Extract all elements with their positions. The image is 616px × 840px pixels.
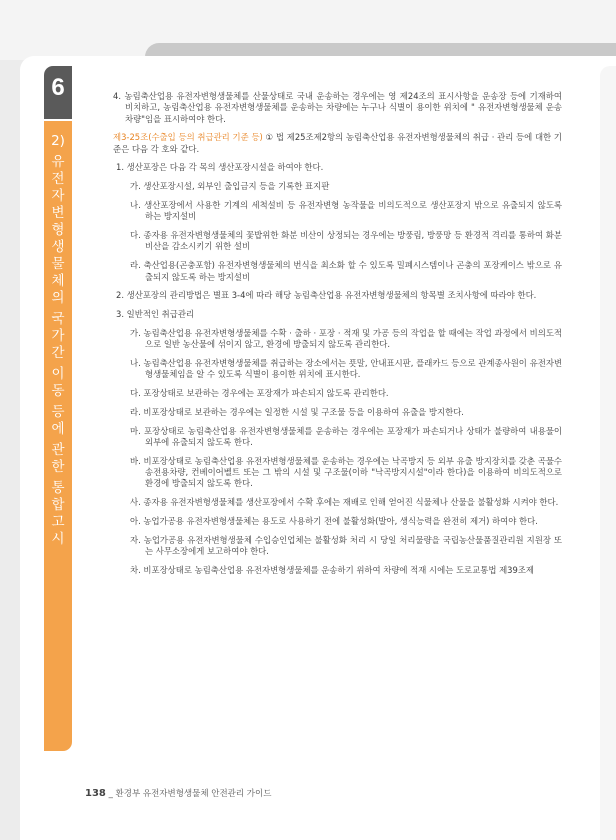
chapter-number: 6 [51, 74, 65, 101]
paragraph [113, 200, 562, 223]
chapter-title-char: 이 [51, 366, 65, 382]
paragraph [113, 181, 562, 192]
paragraph-text: 1. 생산포장은 다음 각 목의 생산포장시설을 하여야 한다. [116, 162, 324, 173]
chapter-title-char: 유 [51, 154, 65, 170]
paragraph-text: 바. 비포장상태로 농림축산업용 유전자변형생물체를 운송하는 경우에는 낙곡방지 등 외부 유출 방지장치를 갖춘 곡물수송전용차량, 컨베이어벨트 또는 그 밖의 시설 및 구조물(이하 "낙곡방지시설"이라 한다)을 이용하여 비의도적으로 환경에 방출되지 않도록 한다. [130, 455, 562, 489]
chapter-title-char: 형 [51, 222, 65, 238]
paragraph-text: 가. 농림축산업용 유전자변형생물체를 수확 · 출하 · 포장 · 적재 및 가공 등의 작업을 할 때에는 작업 과정에서 비의도적으로 일반 농산물에 섞이지 않고, 환경에 방출되지 않도록 관리한다. [130, 327, 562, 350]
paragraph-text: 다. 포장상태로 보관하는 경우에는 포장재가 파손되지 않도록 관리한다. [130, 388, 389, 399]
paragraph-text: 다. 종자용 유전자변형생물체의 꽃밥위한 화분 비산이 상정되는 경우에는 방풍림, 방풍망 등 환경적 격리를 통하여 화분 비산을 감소시키기 위한 설비 [130, 230, 562, 252]
paragraph [113, 162, 562, 173]
chapter-title-char: 관 [51, 442, 65, 458]
chapter-title-char: 국 [51, 311, 65, 327]
chapter-title-char: 한 [51, 459, 65, 475]
footer-separator: _ [108, 789, 113, 799]
paragraph [113, 132, 562, 155]
chapter-title-char: 전 [51, 171, 65, 187]
paragraph-text: 마. 포장상태로 농림축산업용 유전자변형생물체를 운송하는 경우에는 포장재가 파손되거나 상태가 불량하여 내용물이 외부에 유출되지 않도록 한다. [130, 425, 562, 448]
paragraph-text: 2. 생산포장의 관리방법은 별표 3-4에 따라 해당 농림축산업용 유전자변형생물체의 항목별 조치사항에 따라야 한다. [116, 290, 537, 301]
paragraph [113, 328, 562, 351]
chapter-title-char: 2) [51, 133, 65, 149]
paragraph [113, 407, 562, 418]
chapter-title-char: 생 [51, 239, 65, 255]
chapter-title-char: 동 [51, 383, 65, 399]
page-footer [85, 787, 271, 799]
chapter-title-char: 통 [51, 480, 65, 496]
paragraph-text: 나. 생산포장에서 사용한 기계의 세척설비 등 유전자변형 농작물을 비의도적으로 생산포장지 밖으로 유출되지 않도록 하는 방지설비 [130, 200, 562, 222]
paragraph-text: 자. 농업가공용 유전자변형생물체 수입승인업체는 불활성화 처리 시 당일 처리물량을 국립농산물품질관리원 지원장 또는 사무소장에게 보고하여야 한다. [130, 534, 562, 557]
paragraph [113, 260, 562, 283]
paragraph [113, 565, 562, 576]
paragraph-text: 차. 비포장상태로 농림축산업용 유전자변형생물체를 운송하기 위하여 차량에 적재 시에는 도로교통법 제39조제 [130, 564, 534, 575]
footer-book-title: 환경부 유전자변형생물체 안전관리 가이드 [115, 789, 272, 799]
article-heading: 제3-25조(수출입 등의 취급관리 기준 등) [113, 132, 263, 143]
chapter-title-char: 변 [51, 205, 65, 221]
chapter-title-char: 에 [51, 421, 65, 437]
chapter-title-char: 간 [51, 345, 65, 361]
paragraph-text: 라. 축산업용(곤충포함) 유전자변형생물체의 번식을 최소화 할 수 있도록 밀폐시스템이나 곤충의 포장케이스 밖으로 유출되지 않도록 하는 방지설비 [130, 260, 562, 282]
paragraph [113, 230, 562, 253]
chapter-title-char: 자 [51, 188, 65, 204]
document-body [113, 91, 562, 584]
chapter-title-char: 시 [51, 531, 65, 547]
next-page-edge [600, 66, 616, 840]
paragraph-text: 가. 생산포장시설, 외부인 출입금지 등을 기록한 표지판 [130, 181, 330, 192]
chapter-side-bar [44, 121, 72, 751]
paragraph-text: 나. 농림축산업용 유전자변형생물체를 취급하는 장소에서는 푯말, 안내표시판, 플래카드 등으로 관계종사원이 유전자변형생물체임을 알 수 있도록 식별이 용이한 위치에 표시한다. [130, 358, 562, 380]
chapter-title-char: 의 [51, 290, 65, 306]
chapter-title-char: 물 [51, 256, 65, 272]
paragraph-text: 사. 종자용 유전자변형생물체를 생산포장에서 수확 후에는 재배로 인해 얻어진 식물체나 산물을 불활성화 시켜야 한다. [130, 497, 559, 508]
chapter-title [44, 133, 72, 548]
page-number: 138 [85, 788, 106, 799]
paragraph [113, 456, 562, 490]
paragraph [113, 516, 562, 527]
chapter-title-char: 가 [51, 328, 65, 344]
paragraph [113, 426, 562, 449]
paragraph [113, 309, 562, 320]
paragraph-text: 3. 일반적인 취급관리 [116, 309, 195, 320]
paragraph-text: 라. 비포장상태로 보관하는 경우에는 일정한 시설 및 구조물 등을 이용하여 유출을 방지한다. [130, 406, 464, 417]
chapter-number-box [44, 66, 72, 119]
paragraph [113, 497, 562, 508]
chapter-title-char: 체 [51, 273, 65, 289]
paragraph [113, 535, 562, 558]
paragraph-text: ① 법 제25조제2항의 농림축산업용 유전자변형생물체의 취급 · 관리 등에 대한 기준은 다음 각 호와 같다. [113, 132, 562, 154]
chapter-title-char: 등 [51, 404, 65, 420]
paragraph [113, 91, 562, 125]
paragraph [113, 388, 562, 399]
chapter-title-char: 합 [51, 497, 65, 513]
paragraph-text: 아. 농업가공용 유전자변형생물체는 용도로 사용하기 전에 불활성화(발아, 생식능력을 완전히 제거) 하여야 한다. [130, 516, 538, 527]
chapter-title-char: 고 [51, 514, 65, 530]
paragraph [113, 290, 562, 301]
paragraph-text: 4. 농림축산업용 유전자변형생물체를 산물상태로 국내 운송하는 경우에는 영 제24조의 표시사항을 운송장 등에 기재하여 비치하고, 농림축산업용 유전자변형생물체를 운송하는 차량에는 누구나 식별이 용이한 위치에 " 유전자변형생물체 운송차량"임을 표시하여야 한다. [113, 91, 562, 124]
paragraph [113, 358, 562, 381]
